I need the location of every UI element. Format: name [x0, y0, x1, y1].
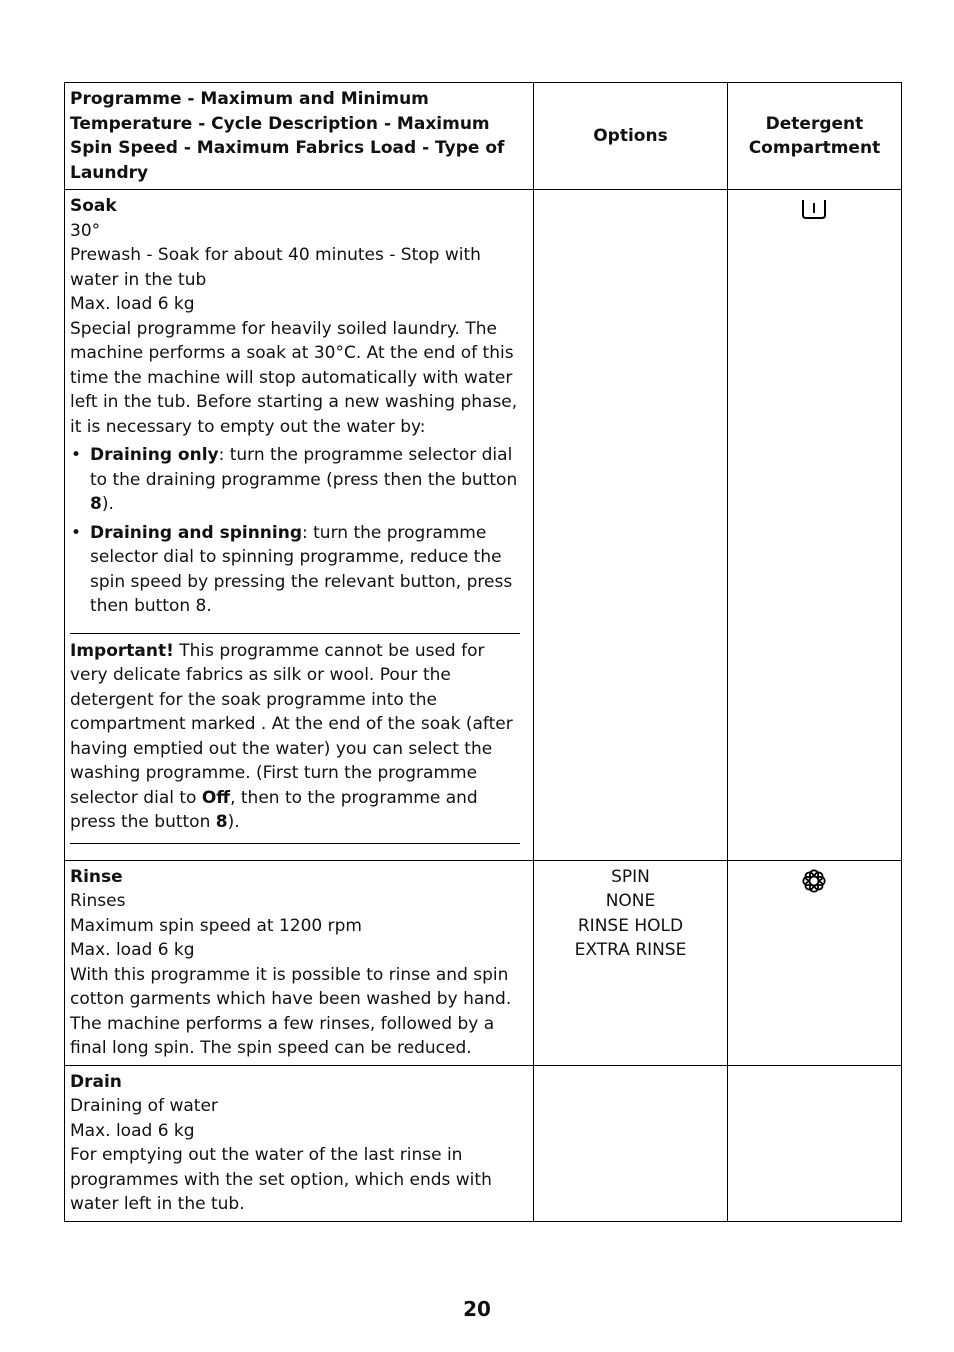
option-rinse-hold: RINSE HOLD [577, 915, 684, 936]
softener-compartment-icon [801, 868, 827, 894]
rinse-options-cell [534, 860, 728, 1065]
rinse-title: Rinse [70, 866, 123, 887]
option-extra-rinse: EXTRA RINSE [574, 940, 687, 960]
draining-only-text: : turn the programme selector dial to the draining programme (press then the button [90, 445, 518, 490]
soak-description: Special programme for heavily soiled laundry. The machine performs a soak at 30°C. At the end of this time the machine will stop automatically with water left in the tub. Before starting a new washing phase, it is necessary to empty out the water by: [70, 318, 518, 437]
rinse-spin: Maximum spin speed at 1200 rpm [70, 915, 362, 936]
prewash-compartment-icon [800, 197, 828, 221]
soak-detergent-cell [727, 190, 901, 861]
soak-temperature: 30° [70, 220, 101, 241]
drain-detergent-cell [727, 1065, 901, 1221]
rinse-cycle: Rinses [70, 891, 126, 911]
soak-description-cell [65, 190, 534, 861]
important-end: ). [227, 812, 240, 832]
rinse-load: Max. load 6 kg [70, 940, 195, 960]
draining-only-label: Draining only [90, 445, 219, 465]
rinse-description: With this programme it is possible to rinse and spin cotton garments which have been washed by hand. The machine performs a few rinses, followed by a final long spin. The spin speed can be reduced. [70, 964, 512, 1058]
soak-load: Max. load 6 kg [70, 294, 195, 314]
soak-cycle: Prewash - Soak for about 40 minutes - Stop with water in the tub [70, 245, 481, 290]
table-row-soak [65, 190, 902, 861]
drain-title: Drain [70, 1071, 122, 1092]
drain-cycle: Draining of water [70, 1096, 218, 1116]
header-options: Options [534, 83, 728, 190]
important-text: This programme cannot be used for very delicate fabrics as silk or wool. Pour the detergent for the soak programme into the compartment marked . At the end of the soak (after having emptied out the water) you can select the washing programme. (First turn the programme selector dial to [70, 640, 513, 808]
list-item [90, 521, 528, 619]
off-label: Off [201, 787, 231, 808]
header-detergent: Detergent Compartment [727, 83, 901, 190]
draining-spinning-label: Draining and spinning [90, 522, 302, 543]
important-text-2: , then to the programme and press the button [70, 787, 478, 832]
soak-draining-list [70, 443, 528, 619]
list-item [90, 443, 528, 517]
drain-description: For emptying out the water of the last rinse in programmes with the set option, which ends with water left in the tub. [70, 1145, 492, 1214]
rinse-detergent-cell [727, 860, 901, 1065]
header-programme: Programme - Maximum and Minimum Temperature - Cycle Description - Maximum Spin Speed - Maximum Fabrics Load - Type of Laundry [65, 83, 534, 190]
draining-only-end: ). [101, 494, 114, 514]
button-number: 8 [215, 812, 228, 832]
table-row-drain [65, 1065, 902, 1221]
drain-description-cell [65, 1065, 534, 1221]
table-row-rinse [65, 860, 902, 1065]
table-header-row [65, 83, 902, 190]
important-note [70, 633, 520, 844]
programme-table [64, 82, 902, 1222]
page-number: 20 [463, 1297, 491, 1321]
drain-load: Max. load 6 kg [70, 1120, 195, 1141]
soak-options-cell [534, 190, 728, 861]
important-label: Important! [70, 640, 174, 661]
option-spin: SPIN [611, 866, 650, 887]
drain-options-cell [534, 1065, 728, 1221]
option-none: NONE [605, 891, 656, 911]
button-number: 8 [90, 494, 102, 514]
rinse-description-cell [65, 860, 534, 1065]
soak-title: Soak [70, 196, 117, 216]
draining-spinning-text: : turn the programme selector dial to spinning programme, reduce the spin speed by pressing the relevant button, press then button 8. [90, 522, 513, 616]
